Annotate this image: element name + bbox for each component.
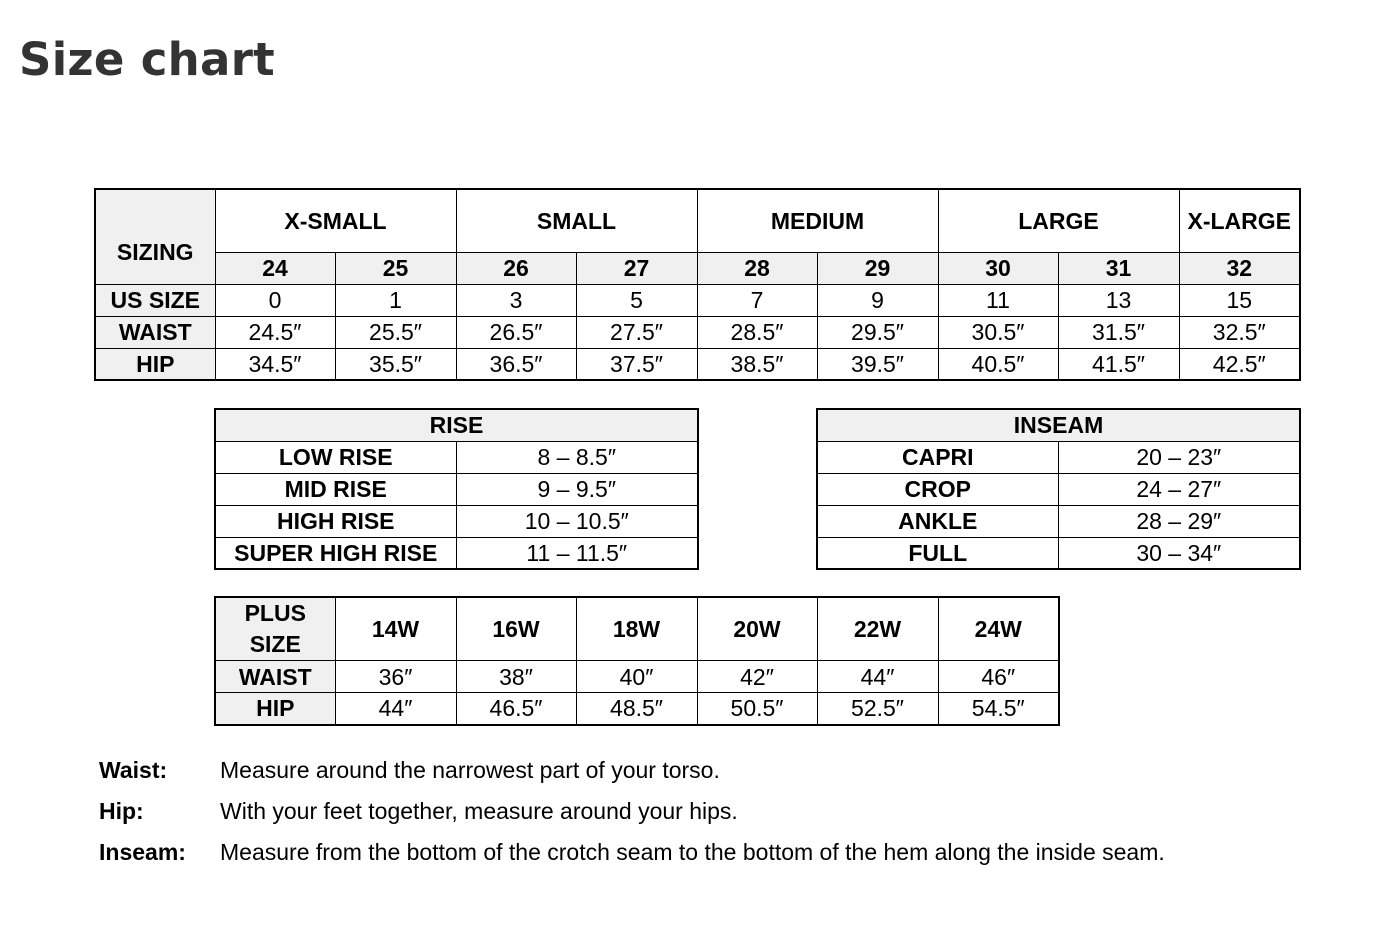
table-row xyxy=(817,537,1300,569)
plus-size-column-header: 14W xyxy=(335,597,456,661)
table-cell: 36″ xyxy=(335,661,456,693)
table-cell: 31.5″ xyxy=(1058,316,1179,348)
inseam-label: CROP xyxy=(817,473,1058,505)
plus-size-column-header: 18W xyxy=(576,597,697,661)
table-cell: 44″ xyxy=(817,661,938,693)
table-cell: 0 xyxy=(215,284,335,316)
numeric-size-header: 24 xyxy=(215,252,335,284)
plus-size-column-header: 22W xyxy=(817,597,938,661)
table-cell: 9 xyxy=(817,284,938,316)
inseam-label: FULL xyxy=(817,537,1058,569)
table-cell: 46.5″ xyxy=(456,693,576,725)
numeric-size-header: 27 xyxy=(576,252,697,284)
table-cell: 50.5″ xyxy=(697,693,817,725)
table-cell: 11 xyxy=(938,284,1058,316)
inseam-table-title: INSEAM xyxy=(817,409,1300,441)
rise-label: SUPER HIGH RISE xyxy=(215,537,456,569)
numeric-size-header: 25 xyxy=(335,252,456,284)
table-cell: 40.5″ xyxy=(938,348,1058,380)
plus-size-column-header: 20W xyxy=(697,597,817,661)
table-cell: 30.5″ xyxy=(938,316,1058,348)
inseam-value: 28 – 29″ xyxy=(1058,505,1300,537)
table-cell: 39.5″ xyxy=(817,348,938,380)
size-group-header: X-LARGE xyxy=(1179,189,1300,252)
table-cell: 54.5″ xyxy=(938,693,1059,725)
rise-value: 9 – 9.5″ xyxy=(456,473,698,505)
note-text: With your feet together, measure around your hips. xyxy=(220,798,738,824)
table-row xyxy=(215,693,1059,725)
plus-size-column-header: 16W xyxy=(456,597,576,661)
table-cell: 46″ xyxy=(938,661,1059,693)
note-term: Inseam: xyxy=(99,839,186,865)
row-label-waist: WAIST xyxy=(95,316,215,348)
row-label-hip: HIP xyxy=(215,693,335,725)
table-cell: 25.5″ xyxy=(335,316,456,348)
page-title: Size chart xyxy=(19,33,275,86)
note-term: Hip: xyxy=(99,798,144,824)
rise-label: LOW RISE xyxy=(215,441,456,473)
rise-value: 10 – 10.5″ xyxy=(456,505,698,537)
rise-label: MID RISE xyxy=(215,473,456,505)
row-label-us-size: US SIZE xyxy=(95,284,215,316)
table-row xyxy=(817,505,1300,537)
row-label-waist: WAIST xyxy=(215,661,335,693)
rise-table-title: RISE xyxy=(215,409,698,441)
inseam-table xyxy=(816,408,1301,570)
table-cell: 15 xyxy=(1179,284,1300,316)
table-cell: 41.5″ xyxy=(1058,348,1179,380)
table-row xyxy=(215,505,698,537)
numeric-size-header: 26 xyxy=(456,252,576,284)
table-cell: 13 xyxy=(1058,284,1179,316)
table-cell: 24.5″ xyxy=(215,316,335,348)
table-row xyxy=(817,441,1300,473)
table-row xyxy=(95,284,1300,316)
size-group-header: MEDIUM xyxy=(697,189,938,252)
table-cell: 28.5″ xyxy=(697,316,817,348)
plus-size-column-header: 24W xyxy=(938,597,1059,661)
table-row xyxy=(215,661,1059,693)
table-row xyxy=(215,473,698,505)
plus-size-table xyxy=(214,596,1060,726)
plus-size-header xyxy=(215,597,335,661)
table-cell: 29.5″ xyxy=(817,316,938,348)
table-cell: 37.5″ xyxy=(576,348,697,380)
note-text: Measure around the narrowest part of your torso. xyxy=(220,757,720,783)
size-group-header: SMALL xyxy=(456,189,697,252)
numeric-size-header: 32 xyxy=(1179,252,1300,284)
plus-size-header-line: SIZE xyxy=(249,631,301,657)
table-row xyxy=(215,537,698,569)
inseam-value: 20 – 23″ xyxy=(1058,441,1300,473)
table-cell: 5 xyxy=(576,284,697,316)
rise-table xyxy=(214,408,699,570)
table-cell: 27.5″ xyxy=(576,316,697,348)
plus-size-header-line: PLUS xyxy=(244,600,306,626)
numeric-size-header: 31 xyxy=(1058,252,1179,284)
numeric-size-header: 29 xyxy=(817,252,938,284)
table-row xyxy=(95,316,1300,348)
row-label-hip: HIP xyxy=(95,348,215,380)
note-term: Waist: xyxy=(99,757,168,783)
table-row xyxy=(95,348,1300,380)
size-group-header: X-SMALL xyxy=(215,189,456,252)
inseam-label: ANKLE xyxy=(817,505,1058,537)
size-group-header: LARGE xyxy=(938,189,1179,252)
table-cell: 7 xyxy=(697,284,817,316)
numeric-size-header: 28 xyxy=(697,252,817,284)
table-cell: 34.5″ xyxy=(215,348,335,380)
table-cell: 52.5″ xyxy=(817,693,938,725)
table-row xyxy=(817,473,1300,505)
table-cell: 38″ xyxy=(456,661,576,693)
table-cell: 26.5″ xyxy=(456,316,576,348)
inseam-value: 24 – 27″ xyxy=(1058,473,1300,505)
size-table xyxy=(94,188,1301,381)
rise-value: 8 – 8.5″ xyxy=(456,441,698,473)
table-cell: 38.5″ xyxy=(697,348,817,380)
table-row xyxy=(215,441,698,473)
table-cell: 42″ xyxy=(697,661,817,693)
table-cell: 42.5″ xyxy=(1179,348,1300,380)
table-cell: 36.5″ xyxy=(456,348,576,380)
table-cell: 44″ xyxy=(335,693,456,725)
rise-value: 11 – 11.5″ xyxy=(456,537,698,569)
inseam-value: 30 – 34″ xyxy=(1058,537,1300,569)
table-cell: 35.5″ xyxy=(335,348,456,380)
table-cell: 40″ xyxy=(576,661,697,693)
table-cell: 48.5″ xyxy=(576,693,697,725)
note-text: Measure from the bottom of the crotch seam to the bottom of the hem along the inside seam. xyxy=(220,839,1165,865)
rise-label: HIGH RISE xyxy=(215,505,456,537)
table-cell: 3 xyxy=(456,284,576,316)
numeric-size-header: 30 xyxy=(938,252,1058,284)
inseam-label: CAPRI xyxy=(817,441,1058,473)
sizing-header: SIZING xyxy=(95,189,215,284)
table-cell: 1 xyxy=(335,284,456,316)
table-cell: 32.5″ xyxy=(1179,316,1300,348)
